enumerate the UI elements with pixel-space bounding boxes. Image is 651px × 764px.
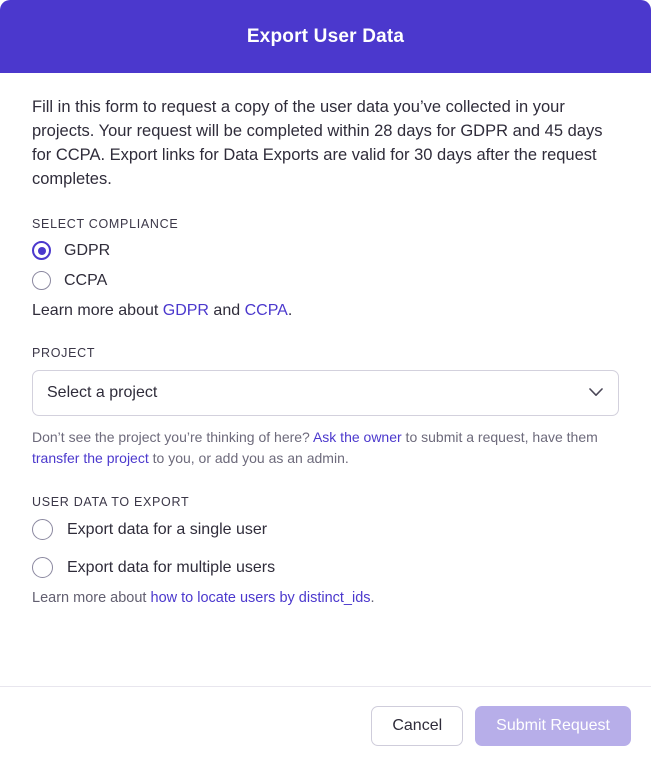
- modal-header: [0, 0, 651, 73]
- compliance-section: [32, 217, 619, 320]
- radio-option-gdpr[interactable]: [32, 241, 619, 260]
- project-helper-suffix: to you, or add you as an admin.: [148, 450, 349, 466]
- project-select[interactable]: [32, 370, 619, 416]
- radio-gdpr-icon[interactable]: [32, 241, 51, 260]
- locate-users-link[interactable]: how to locate users by distinct_ids: [150, 590, 371, 606]
- page-title: Export User Data: [246, 25, 405, 47]
- project-helper-text: [32, 427, 619, 469]
- radio-option-single-user[interactable]: [32, 519, 619, 540]
- user-data-learn-more: [32, 590, 619, 606]
- user-data-section: [32, 495, 619, 606]
- user-data-label: USER DATA TO EXPORT: [32, 495, 190, 509]
- compliance-learn-more: [32, 302, 619, 320]
- ask-the-owner-link[interactable]: Ask the owner: [312, 429, 402, 445]
- radio-option-ccpa[interactable]: [32, 271, 619, 290]
- radio-single-user-label: Export data for a single user: [67, 520, 268, 538]
- gdpr-link[interactable]: GDPR: [162, 302, 209, 319]
- transfer-the-project-link[interactable]: transfer the project: [32, 450, 149, 466]
- user-data-learn-prefix: Learn more about: [32, 590, 151, 606]
- learn-more-middle: and: [208, 302, 245, 319]
- radio-multiple-users-label: Export data for multiple users: [67, 558, 276, 576]
- submit-request-button[interactable]: Submit Request: [475, 706, 631, 746]
- cancel-button[interactable]: Cancel: [371, 706, 463, 746]
- learn-more-suffix: .: [287, 302, 293, 319]
- radio-multiple-users-icon[interactable]: [32, 557, 53, 578]
- radio-gdpr-label: GDPR: [64, 241, 111, 259]
- project-helper-prefix: Don’t see the project you’re thinking of here?: [32, 429, 313, 445]
- ccpa-link[interactable]: CCPA: [244, 302, 288, 319]
- project-section: [32, 346, 619, 469]
- project-label: PROJECT: [32, 346, 96, 360]
- user-data-learn-suffix: .: [370, 590, 375, 606]
- learn-more-prefix: Learn more about: [32, 302, 163, 319]
- radio-option-multiple-users[interactable]: [32, 557, 619, 578]
- radio-ccpa-icon[interactable]: [32, 271, 51, 290]
- project-helper-middle: to submit a request, have them: [401, 429, 598, 445]
- project-select-wrapper: [32, 370, 619, 416]
- compliance-label: SELECT COMPLIANCE: [32, 217, 179, 231]
- radio-single-user-icon[interactable]: [32, 519, 53, 540]
- project-select-value: Select a project: [47, 384, 158, 401]
- intro-text: Fill in this form to request a copy of the user data you’ve collected in your projects. Your request will be completed within 28 days for GDPR and 45 days for CCPA. Export links for Data Exports are valid for 30 days after the request completes.: [32, 98, 603, 188]
- radio-ccpa-label: CCPA: [64, 271, 108, 289]
- modal-footer: [0, 686, 651, 764]
- modal-body: [0, 73, 651, 686]
